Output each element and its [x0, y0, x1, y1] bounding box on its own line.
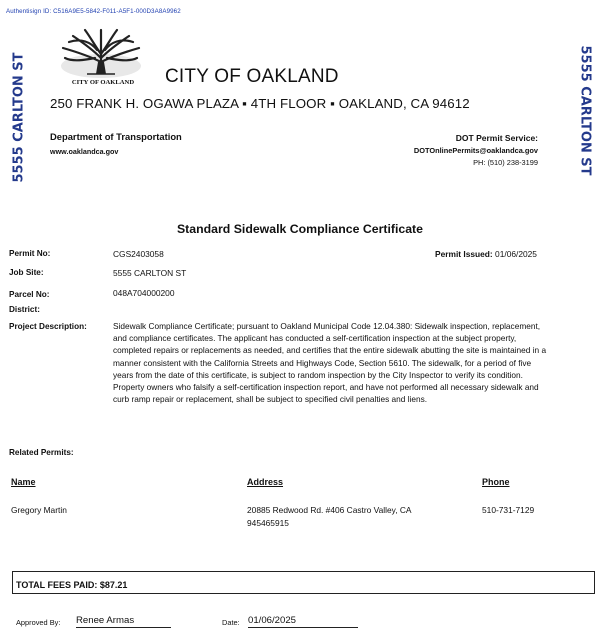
job-site-value: 5555 CARLTON ST — [113, 268, 187, 278]
city-address: 250 FRANK H. OGAWA PLAZA ▪ 4TH FLOOR ▪ OAKLAND, CA 94612 — [50, 96, 470, 111]
job-site-label: Job Site: — [9, 268, 44, 277]
permit-no-label: Permit No: — [9, 249, 51, 258]
column-header-address: Address — [247, 477, 284, 487]
approved-by-value: Renee Armas — [76, 615, 171, 628]
total-fees-paid: TOTAL FEES PAID: $87.21 — [16, 580, 128, 590]
column-header-name: Name — [11, 477, 36, 487]
website-link[interactable]: www.oaklandca.gov — [50, 147, 119, 156]
related-permit-name: Gregory Martin — [11, 505, 67, 515]
parcel-no-value: 048A704000200 — [113, 288, 175, 298]
approval-date-value: 01/06/2025 — [248, 615, 358, 628]
side-address-left: 5555 CARLTON ST — [11, 52, 27, 183]
side-address-right: 5555 CARLTON ST — [577, 45, 593, 176]
permit-issued-value: 01/06/2025 — [495, 249, 537, 259]
dot-email-link[interactable]: DOTOnlinePermits@oaklandca.gov — [413, 146, 538, 155]
related-permit-phone: 510-731-7129 — [482, 505, 535, 515]
dot-permit-service-title: DOT Permit Service: — [455, 133, 538, 143]
column-header-phone: Phone — [482, 477, 510, 487]
project-description-text: Sidewalk Compliance Certificate; pursuant to Oakland Municipal Code 12.04.380: Sidewalk inspection, replacement, and compliance certificates. The applicant has conducted a self-certification inspection at the subject property, completed repairs or replacements as needed, and certifies that the entire sidewalk abutting the site is maintained in a manner consistent with the California Streets and Highways Code, Section 5610. The sidewalk, for a period of five years from the date of this certificate, is subject to random inspection by the City Inspector to verify its condition. Property owners who falsify a self-certification inspection report, and have not performed all necessary sidewalk and curb ramp repair or replacement, shall be subject to specified civil penalties and liens. — [113, 321, 547, 405]
document-title: Standard Sidewalk Compliance Certificate — [176, 222, 423, 236]
department-name: Department of Transportation — [50, 131, 182, 142]
date-label: Date: — [222, 618, 240, 627]
permit-issued — [435, 249, 537, 259]
city-seal-logo — [51, 24, 155, 86]
authentisign-id: Authentisign ID: C516A9E5-5842-F011-A5F1-000D3A8A9962 — [6, 8, 181, 15]
related-permit-address-line1: 20885 Redwood Rd. #406 Castro Valley, CA — [247, 505, 412, 515]
project-description-label: Project Description: — [9, 322, 87, 331]
district-label: District: — [9, 305, 40, 314]
seal-text: CITY OF OAKLAND — [71, 79, 135, 86]
permit-no-value: CGS2403058 — [113, 249, 164, 259]
related-permits-label: Related Permits: — [9, 448, 74, 457]
permit-issued-label: Permit Issued: — [435, 249, 493, 259]
dot-phone: PH: (510) 238-3199 — [473, 158, 538, 167]
parcel-no-label: Parcel No: — [9, 290, 50, 299]
related-permit-address-line2: 945465915 — [247, 518, 289, 528]
city-name: CITY OF OAKLAND — [165, 66, 339, 87]
approved-by-label: Approved By: — [16, 618, 61, 627]
